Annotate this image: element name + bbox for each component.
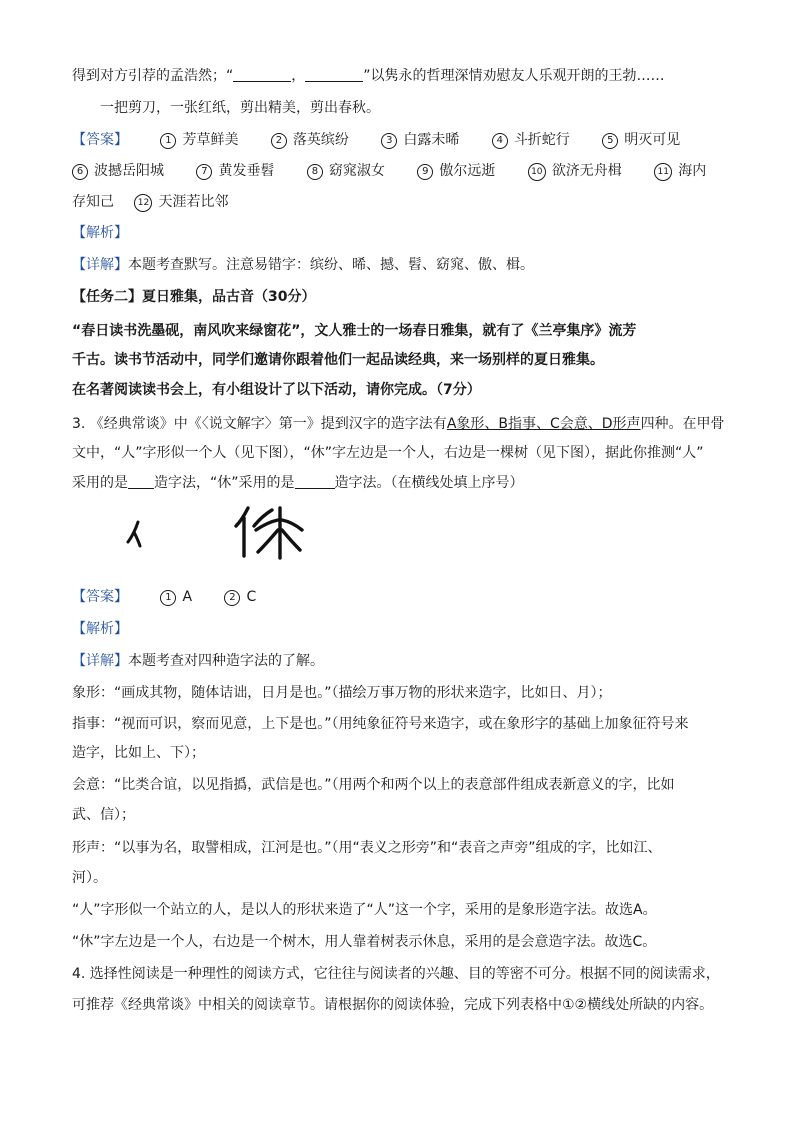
answer-item: 9 傲尔远逝 (417, 161, 495, 181)
answer-item: 7 黄发垂髫 (196, 161, 274, 181)
answer-item: 10 欲济无舟楫 (528, 161, 622, 181)
answer-item: 11 海内 (654, 161, 706, 181)
answer-item: 12 天涯若比邻 (134, 192, 228, 212)
answer-item: 1 A (160, 587, 192, 607)
method-xingsheng-1: 形声：“以事为名，取譬相成，江河是也。”（用“表义之形旁”和“表音之声旁”组成的字，比如江、 (72, 840, 662, 856)
answer-item: 3 白露未晞 (381, 130, 459, 150)
question-4-line-2: 可推荐《经典常谈》中相关的阅读章节。请根据你的阅读体验，完成下列表格中①②横线处所缺的内容。 (72, 997, 714, 1013)
answer-item: 6 波撼岳阳城 (72, 161, 164, 181)
task2-title: 【任务二】夏日雅集，品古音（30分） (72, 289, 316, 305)
task2-intro-2: 千古。读书节活动中，同学们邀请你跟着他们一起品读经典，来一场别样的夏日雅集。 (72, 352, 604, 368)
detail-1: 【详解】本题考查默写。注意易错字：缤纷、晞、撼、髫、窈窕、傲、楫。 (72, 257, 534, 273)
answer-label: 【答案】 (72, 132, 128, 148)
glyph-ren (128, 522, 140, 546)
conclusion-xiu: “休”字左边是一个人，右边是一个树木，用人靠着树表示休息，采用的是会意造字法。故选C。 (72, 934, 657, 950)
glyph-xiu (236, 508, 302, 558)
analysis-label: 【解析】 (72, 225, 128, 241)
oracle-bone-glyphs (120, 500, 320, 570)
answer-item: 4 斗折蛇行 (492, 130, 570, 150)
method-zhishi-1: 指事：“视而可识，察而见意，上下是也。”（用纯象征符号来造字，或在象形字的基础上加象征符号来 (72, 716, 689, 732)
method-huiyi-2: 武、信）； (72, 807, 135, 823)
question-3-line-1: 3. 《经典常谈》中《〈说文解字〉第一》提到汉字的造字法有A象形、B指事、C会意、D形声四种。在甲骨 (72, 416, 725, 432)
answer-row-3 (72, 192, 734, 212)
answer-item: 5 明灭可见 (602, 130, 680, 150)
question-3-line-3: 采用的是 造字法，“休”采用的是 造字法。（在横线处填上序号） (72, 475, 524, 491)
method-huiyi-1: 会意：“比类合谊，以见指撝，武信是也。”（用两个和两个以上的表意部件组成表新意义的字，比如 (72, 777, 675, 793)
oracle-glyph-ren-image (120, 500, 320, 570)
answer-item: 2 C (224, 587, 256, 607)
method-xingsheng-2: 河）。 (72, 870, 107, 886)
answer-item: 1 芳草鲜美 (160, 130, 238, 150)
answer-item: 存知己 (72, 194, 114, 210)
answer-item: 8 窈窕淑女 (307, 161, 385, 181)
task2-intro-1: “春日读书洗墨砚，南风吹来绿窗花”，文人雅士的一场春日雅集，就有了《兰亭集序》流芳 (72, 323, 637, 339)
method-xiangxing: 象形：“画成其物，随体诘诎，日月是也。”（描绘万事万物的形状来造字，比如日、月）； (72, 685, 612, 701)
conclusion-ren: “人”字形似一个站立的人，是以人的形状来造了“人”这一个字，采用的是象形造字法。故选A。 (72, 902, 657, 918)
paper-cut-line: 一把剪刀，一张红纸，剪出精美，剪出春秋。 (100, 100, 380, 116)
blank-2[interactable] (305, 67, 363, 82)
blank-1[interactable] (233, 67, 291, 82)
analysis-label-2: 【解析】 (72, 621, 128, 637)
detail-2: 【详解】本题考查对四种造字法的了解。 (72, 653, 324, 669)
question-3-line-2: 文中，“人”字形似一个人（见下图），“休”字左边是一个人，右边是一棵树（见下图），据此你推测“人” (72, 445, 704, 461)
answer-row-2 (72, 161, 734, 181)
task2-instruction: 在名著阅读读书会上，有小组设计了以下活动，请你完成。（7分） (72, 382, 481, 398)
blank-xiu[interactable] (295, 474, 335, 489)
answer-item: 2 落英缤纷 (271, 130, 349, 150)
poem-line-blanks: 得到对方引荐的孟浩然；“ ， ”以隽永的哲理深情劝慰友人乐观开朗的王勃…… (72, 68, 665, 84)
answer-2: 【答案】 1 A 2 C (72, 589, 257, 605)
question-4-line-1: 4. 选择性阅读是一种理性的阅读方式，它往往与阅读者的兴趣、目的等密不可分。根据不同的阅读需求， (72, 966, 720, 982)
answer-row-1 (72, 130, 734, 150)
blank-ren[interactable] (128, 474, 154, 489)
method-zhishi-2: 造字，比如上、下）； (72, 745, 205, 761)
